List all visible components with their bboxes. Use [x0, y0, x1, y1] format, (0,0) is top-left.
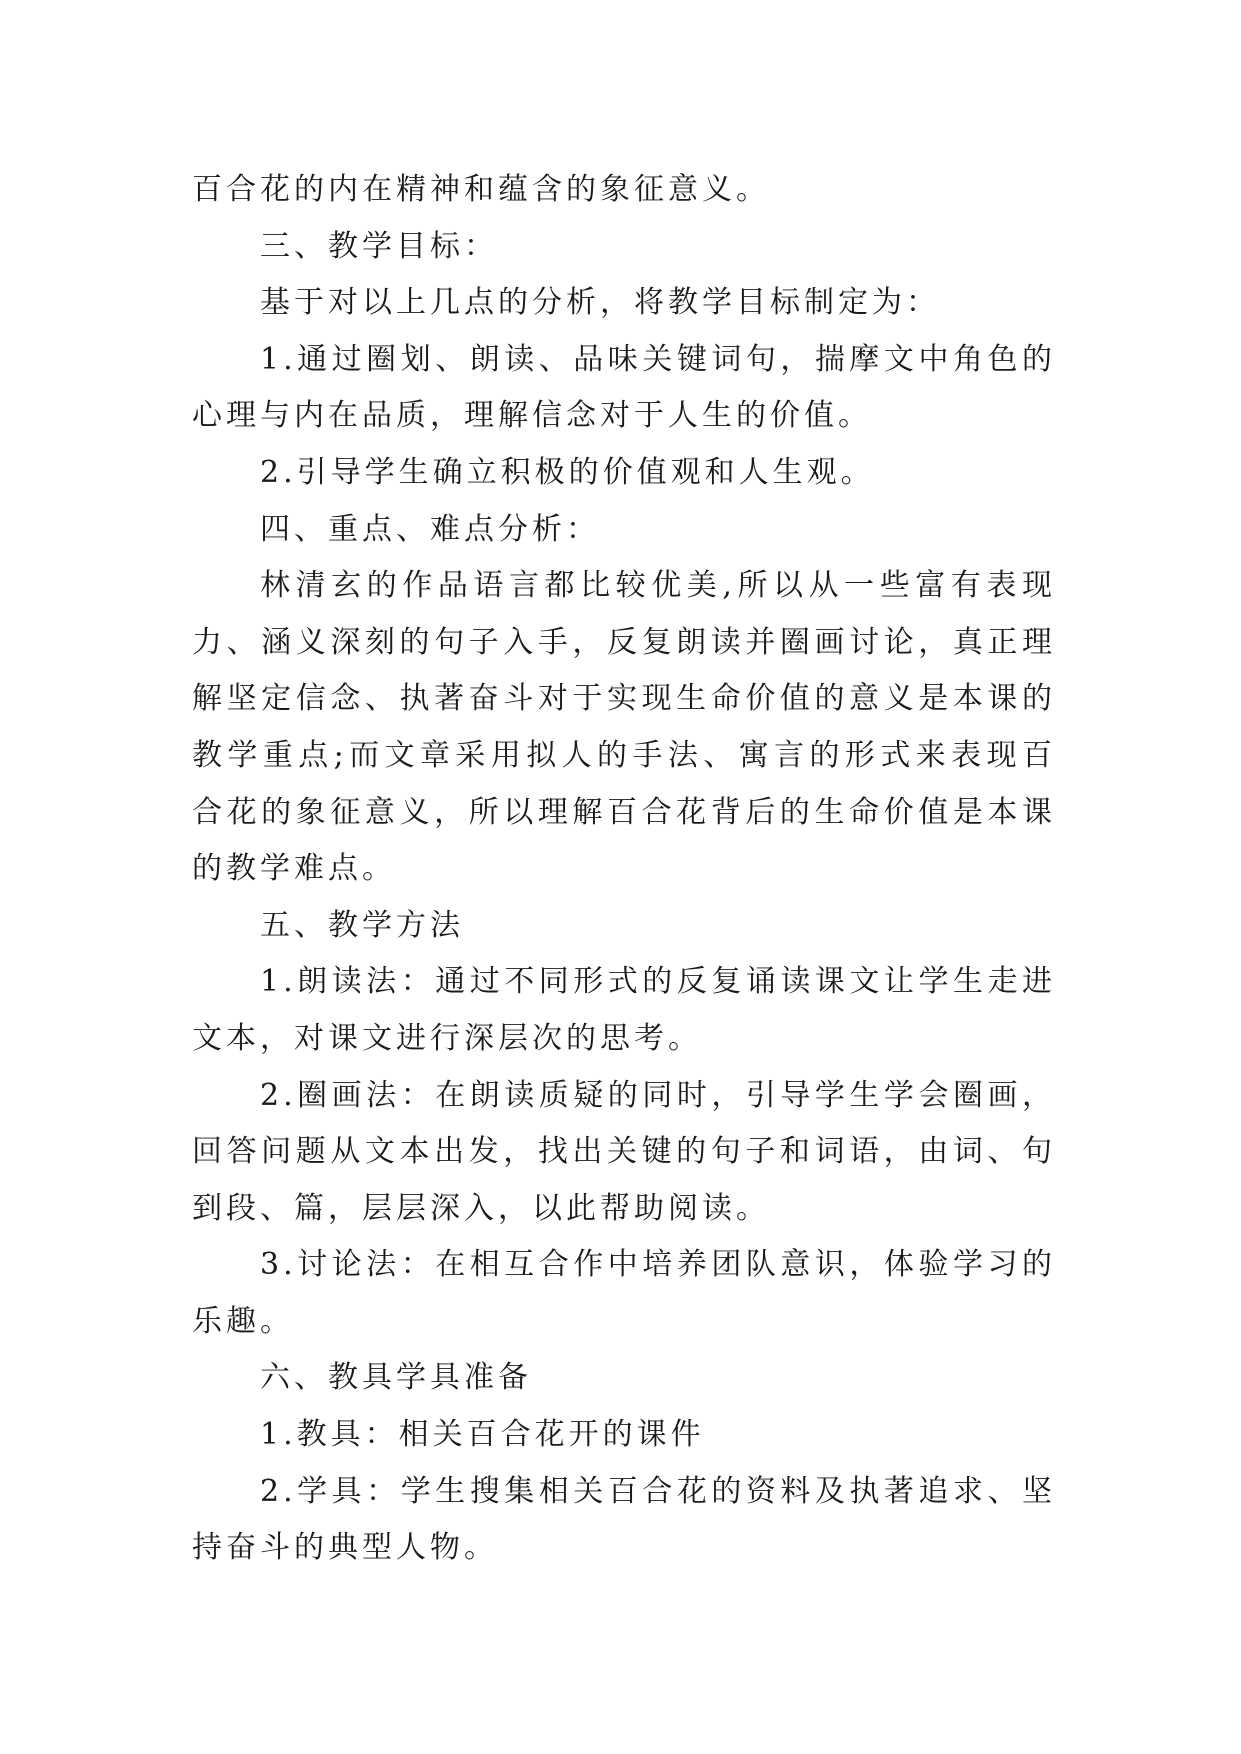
list-item: 3.讨论法：在相互合作中培养团队意识，体验学习的乐趣。 — [192, 1247, 1056, 1339]
list-item: 1.通过圈划、朗读、品味关键词句，揣摩文中角色的心理与内在品质，理解信念对于人生的价值。 — [192, 341, 1056, 434]
paragraph: 基于对以上几点的分析，将教学目标制定为： — [260, 285, 940, 321]
list-item: 2.圈画法：在朗读质疑的同时，引导学生学会圈画，回答问题从文本出发，找出关键的句子和词语，由词、句到段、篇，层层深入，以此帮助阅读。 — [192, 1077, 1056, 1226]
paragraph: 林清玄的作品语言都比较优美,所以从一些富有表现力、涵义深刻的句子入手，反复朗读并圈画讨论，真正理解坚定信念、执著奋斗对于实现生命价值的意义是本课的教学重点;而文章采用拟人的手法、寓言的形式来表现百合花的象征意义，所以理解百合花背后的生命价值是本课的教学难点。 — [192, 568, 1056, 887]
list-item: 2.引导学生确立积极的价值观和人生观。 — [260, 454, 875, 490]
list-item: 1.教具：相关百合花开的课件 — [260, 1417, 705, 1453]
section-heading-key-points: 四、重点、难点分析： — [260, 511, 600, 547]
document-body — [192, 162, 1056, 1577]
section-heading-materials: 六、教具学具准备 — [260, 1360, 532, 1396]
section-heading-objectives: 三、教学目标： — [260, 228, 498, 264]
paragraph: 百合花的内在精神和蕴含的象征意义。 — [192, 172, 770, 207]
section-heading-methods: 五、教学方法 — [260, 907, 464, 943]
list-item: 2.学具：学生搜集相关百合花的资料及执著追求、坚持奋斗的典型人物。 — [192, 1473, 1056, 1566]
list-item: 1.朗读法：通过不同形式的反复诵读课文让学生走进文本，对课文进行深层次的思考。 — [192, 964, 1056, 1056]
